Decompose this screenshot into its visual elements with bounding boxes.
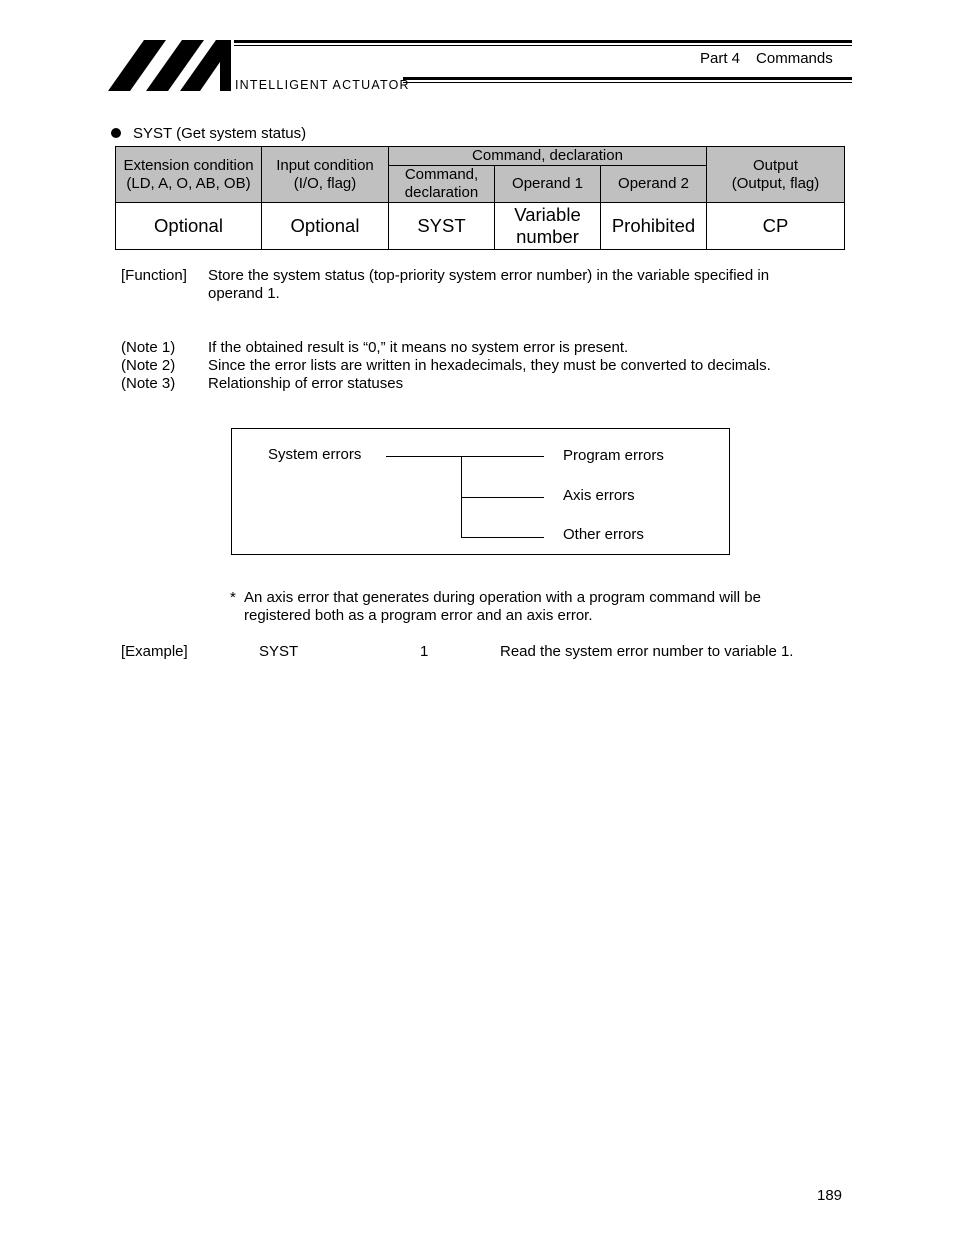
command-table bbox=[115, 146, 845, 250]
example-command: SYST bbox=[259, 643, 299, 660]
header-extension-condition: Extension condition (LD, A, O, AB, OB) bbox=[116, 147, 262, 203]
diagram-line-branch-2 bbox=[461, 497, 544, 498]
diagram-child-program-errors: Program errors bbox=[563, 447, 664, 464]
example-operand: 1 bbox=[420, 643, 429, 660]
value-output: CP bbox=[707, 203, 845, 250]
diagram-line-root bbox=[386, 456, 544, 457]
diagram-child-axis-errors: Axis errors bbox=[563, 487, 635, 504]
footnote-line-2: registered both as a program error and an axis error. bbox=[244, 607, 593, 624]
diagram-line-branch-3 bbox=[461, 537, 544, 538]
value-operand-1: Variable number bbox=[495, 203, 601, 250]
header-rule-bottom bbox=[403, 77, 852, 80]
page-number: 189 bbox=[817, 1187, 843, 1204]
value-operand-2: Prohibited bbox=[601, 203, 707, 250]
note-3-label: (Note 3) bbox=[121, 375, 176, 392]
command-heading: SYST (Get system status) bbox=[133, 125, 307, 142]
note-1-label: (Note 1) bbox=[121, 339, 176, 356]
header-output: Output (Output, flag) bbox=[707, 147, 845, 203]
diagram-root-label: System errors bbox=[268, 446, 362, 463]
function-text-line-1: Store the system status (top-priority system error number) in the variable specified in bbox=[208, 267, 770, 284]
header-operand-1: Operand 1 bbox=[495, 166, 601, 203]
header-rule-top bbox=[234, 40, 852, 43]
note-1-text: If the obtained result is “0,” it means no system error is present. bbox=[208, 339, 629, 356]
note-2-text: Since the error lists are written in hexadecimals, they must be converted to decimals. bbox=[208, 357, 771, 374]
header-command-group: Command, declaration bbox=[389, 147, 707, 166]
brand-name: INTELLIGENT ACTUATOR bbox=[235, 78, 410, 92]
function-label: [Function] bbox=[121, 267, 187, 284]
function-text-line-2: operand 1. bbox=[208, 285, 280, 302]
value-extension-condition: Optional bbox=[116, 203, 262, 250]
value-command: SYST bbox=[389, 203, 495, 250]
value-input-condition: Optional bbox=[262, 203, 389, 250]
bullet-icon bbox=[111, 128, 121, 138]
footnote-line-1: An axis error that generates during operation with a program command will be bbox=[244, 589, 761, 606]
part-label: Part 4 bbox=[700, 50, 741, 67]
header-operand-2: Operand 2 bbox=[601, 166, 707, 203]
footnote-mark: * bbox=[230, 589, 236, 606]
note-2-label: (Note 2) bbox=[121, 357, 176, 374]
company-logo bbox=[108, 38, 233, 92]
header-rule-top-thin bbox=[234, 45, 852, 46]
example-label: [Example] bbox=[121, 643, 188, 660]
header-rule-bottom-thin bbox=[403, 82, 852, 83]
header-input-condition: Input condition (I/O, flag) bbox=[262, 147, 389, 203]
page-section bbox=[700, 50, 833, 67]
header-command: Command, declaration bbox=[389, 166, 495, 203]
diagram-child-other-errors: Other errors bbox=[563, 526, 644, 543]
note-3-text: Relationship of error statuses bbox=[208, 375, 404, 392]
section-label: Commands bbox=[756, 50, 833, 67]
example-description: Read the system error number to variable 1. bbox=[500, 643, 794, 660]
